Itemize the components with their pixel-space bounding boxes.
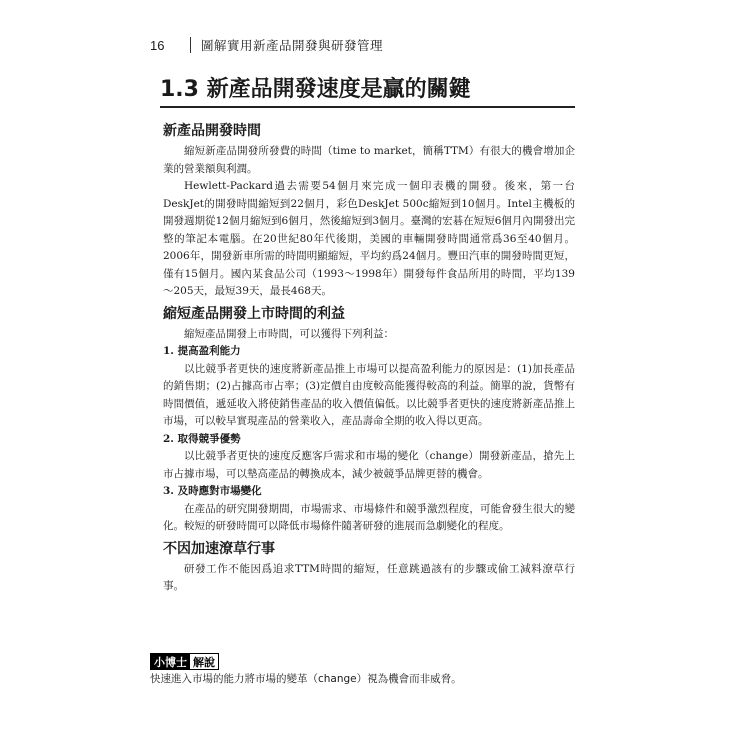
page-body [163, 118, 575, 596]
tip-badge-dark: 小博士 [151, 654, 190, 669]
header-divider [190, 37, 191, 53]
paragraph: 研發工作不能因爲追求TTM時間的縮短，任意跳過該有的步驟或偷工減料潦草行事。 [163, 562, 575, 592]
tip-badge-light: 解說 [190, 654, 218, 669]
page-number: 16 [150, 37, 165, 53]
list-item-number: 2. [163, 432, 174, 445]
subsection-title-development-time: 新產品開發時間 [163, 123, 261, 139]
list-item-number: 3. [163, 485, 174, 497]
subsection-title-benefits: 縮短產品開發上市時間的利益 [163, 305, 345, 322]
list-item-number: 1. [163, 345, 174, 357]
list-item-label: 提高盈利能力 [177, 345, 241, 357]
section-title: 1.3 新產品開發速度是贏的關鍵 [160, 77, 471, 102]
paragraph: Hewlett-Packard過去需要54個月來完成一個印表機的開發。後來，第一台DeskJet的開發時間縮短到22個月，彩色DeskJet 500c縮短到10個月。Intel主機板的開發週期從12個月縮短到6個月，然後縮短到3個月。臺灣的宏碁在短短6個月內開發出完整的筆記本電腦。在20世紀80年代後期，美國的車輛開發時間通常爲36至40個月。2006年，開發新車所需的時間明顯縮短，平均約爲24個月。豐田汽車的開發時間更短，僅有15個月。國內某食品公司（1993～1998年）開發每件食品所用的時間，平均139～205天，最短39天，最長468天。 [163, 180, 575, 297]
subsection-title-no-rushing: 不因加速潦草行事 [163, 540, 275, 557]
running-title: 圖解實用新產品開發與研發管理 [201, 38, 384, 53]
list-item-text: 以比競爭者更快的速度反應客戶需求和市場的變化（change）開發新產品，搶先上市占據市場，可以墊高產品的轉換成本，減少被競爭品牌更替的機會。 [163, 450, 575, 480]
list-item-label: 及時應對市場變化 [177, 485, 262, 497]
list-item-text: 以比競爭者更快的速度將新產品推上市場可以提高盈利能力的原因是：(1)加長產品的銷售期；(2)占據高市占率；(3)定價自由度較高能獲得較高的利益。簡單的說，貨幣有時間價值，遞延收入將使銷售產品的收入價值偏低。以比競爭者更快的速度將新產品推上市場，可以較早實現產品的營業收入，產品壽命全期的收入得以更高。 [163, 362, 575, 427]
paragraph: 縮短產品開發上市時間，可以獲得下列利益： [184, 327, 394, 340]
section-title-underline [160, 106, 575, 108]
list-item-text: 在產品的研究開發期間，市場需求、市場條件和競爭激烈程度，可能會發生很大的變化。較短的研發時間可以降低市場條件隨著研發的進展而急劇變化的程度。 [163, 502, 575, 532]
list-item-heading [163, 483, 575, 501]
list-item-heading [163, 431, 575, 449]
list-item-label: 取得競爭優勢 [177, 432, 241, 445]
tip-text: 快速進入市場的能力將市場的變革（change）視為機會而非威脅。 [150, 673, 462, 685]
list-item-heading [163, 343, 575, 361]
tip-badge [150, 653, 219, 670]
running-header [150, 36, 600, 54]
paragraph: 縮短新產品開發所發費的時間（time to market，簡稱TTM）有很大的機會增加企業的營業額與利潤。 [163, 145, 575, 175]
